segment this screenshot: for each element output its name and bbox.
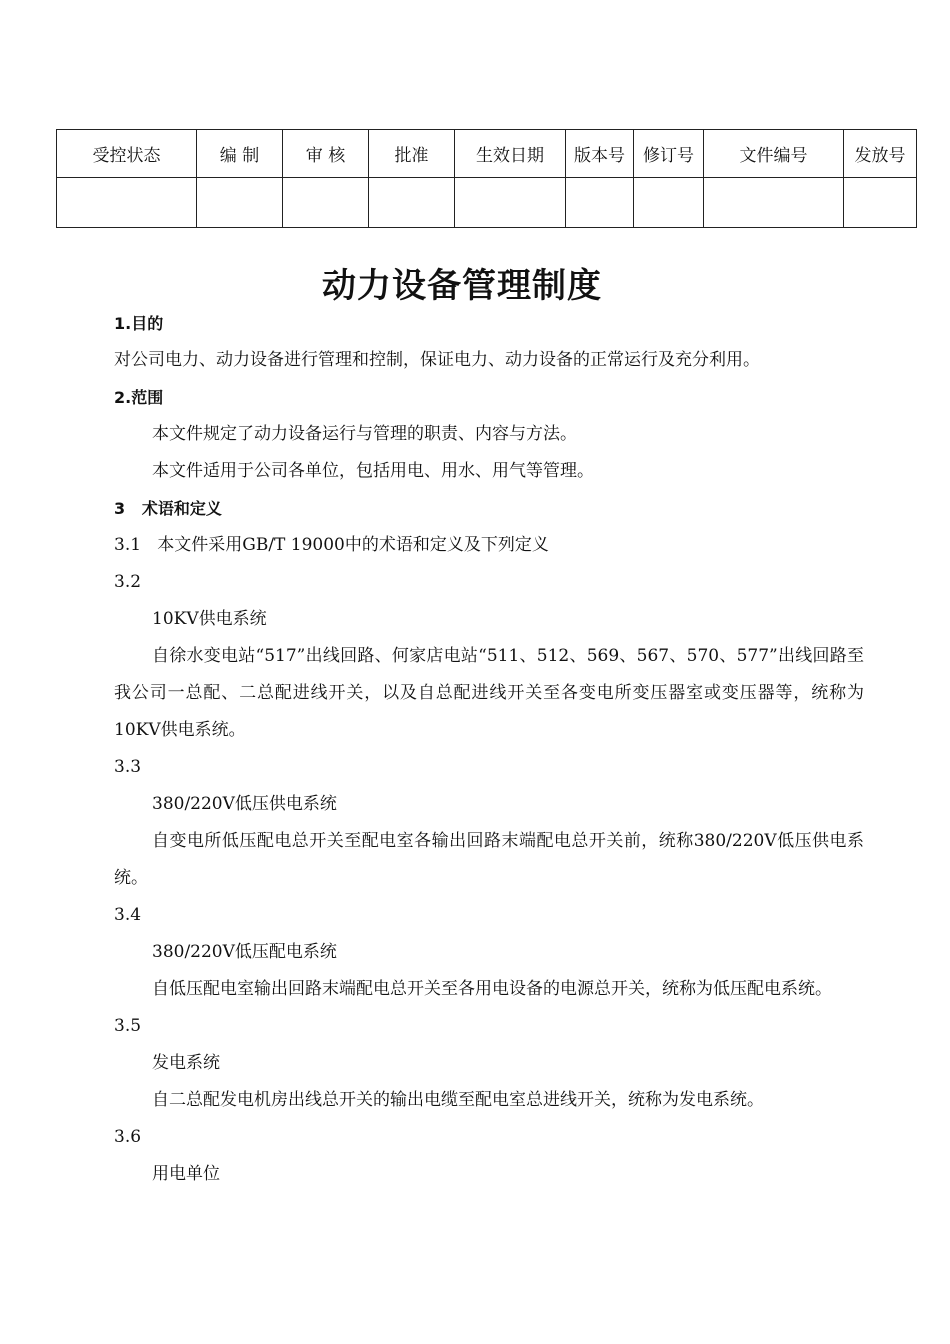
item-3-2-number: 3.2 <box>114 572 142 592</box>
section-2-paragraph-1: 本文件规定了动力设备运行与管理的职责、内容与方法。 <box>152 424 577 444</box>
item-3-6-term: 用电单位 <box>152 1164 220 1184</box>
header-version-number: 版本号 <box>566 130 634 178</box>
section-2-heading: 2.范围 <box>114 388 164 407</box>
value-effective-date <box>455 178 566 228</box>
document-title: 动力设备管理制度 <box>322 266 602 306</box>
value-revision-number <box>634 178 704 228</box>
document-control-table <box>56 129 917 228</box>
document-body <box>114 305 864 1193</box>
value-version-number <box>566 178 634 228</box>
value-document-number <box>704 178 844 228</box>
item-3-5-term: 发电系统 <box>152 1053 220 1073</box>
item-3-5-definition: 自二总配发电机房出线总开关的输出电缆至配电室总进线开关，统称为发电系统。 <box>152 1090 764 1110</box>
value-issue-number <box>844 178 917 228</box>
item-3-3-term: 380/220V低压供电系统 <box>152 794 337 814</box>
header-reviewed-by: 审 核 <box>283 130 369 178</box>
item-3-3-number: 3.3 <box>114 757 142 777</box>
control-table-header-row <box>57 130 917 178</box>
item-3-3-definition: 自变电所低压配电总开关至配电室各输出回路末端配电总开关前，统称380/220V低压供电系统。 <box>114 831 864 888</box>
section-1-text: 对公司电力、动力设备进行管理和控制，保证电力、动力设备的正常运行及充分利用。 <box>114 350 760 370</box>
item-3-2-term: 10KV供电系统 <box>152 609 267 629</box>
section-2-paragraph-2: 本文件适用于公司各单位，包括用电、用水、用气等管理。 <box>152 461 594 481</box>
item-3-4-definition: 自低压配电室输出回路末端配电总开关至各用电设备的电源总开关，统称为低压配电系统。 <box>152 979 832 999</box>
header-document-number: 文件编号 <box>704 130 844 178</box>
value-reviewed-by <box>283 178 369 228</box>
section-3-heading: 3 术语和定义 <box>114 499 222 518</box>
item-3-5-number: 3.5 <box>114 1016 142 1036</box>
item-3-4-term: 380/220V低压配电系统 <box>152 942 337 962</box>
item-3-2-definition: 自徐水变电站“517”出线回路、何家店电站“511、512、569、567、570、577”出线回路至我公司一总配、二总配进线开关，以及自总配进线开关至各变电所变压器室或变压器等，统称为10KV供电系统。 <box>114 646 864 740</box>
value-approved-by <box>369 178 455 228</box>
header-revision-number: 修订号 <box>634 130 704 178</box>
item-3-1: 3.1 本文件采用GB/T 19000中的术语和定义及下列定义 <box>114 535 549 555</box>
header-approved-by: 批准 <box>369 130 455 178</box>
value-prepared-by <box>197 178 283 228</box>
header-prepared-by: 编 制 <box>197 130 283 178</box>
section-1-heading: 1.目的 <box>114 314 164 333</box>
value-control-status <box>57 178 197 228</box>
item-3-6-number: 3.6 <box>114 1127 142 1147</box>
header-issue-number: 发放号 <box>844 130 917 178</box>
control-table-value-row <box>57 178 917 228</box>
header-effective-date: 生效日期 <box>455 130 566 178</box>
item-3-4-number: 3.4 <box>114 905 142 925</box>
header-control-status: 受控状态 <box>57 130 197 178</box>
